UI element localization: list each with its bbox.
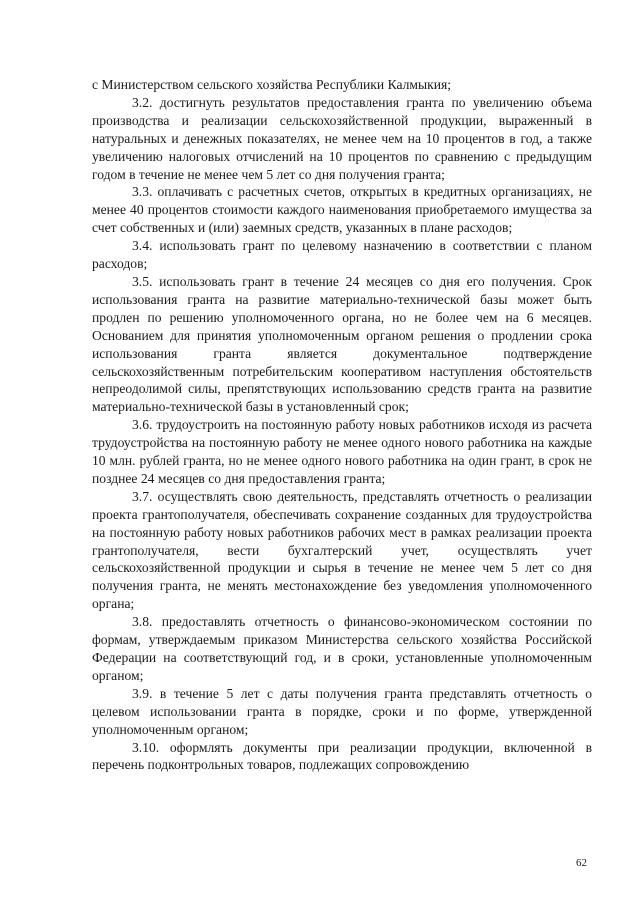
paragraph-3-4: 3.4. использовать грант по целевому назначению в соответствии с планом расходов; — [92, 238, 592, 272]
paragraph-3-8: 3.8. предоставлять отчетность о финансово-экономическом состоянии по формам, утверждаемым приказом Министерства сельского хозяйства Российской Федерации на соответствующий год, и в сроки, установленные уполномоченным органом; — [92, 614, 592, 683]
paragraph-3-9: 3.9. в течение 5 лет с даты получения гранта представлять отчетность о целевом использовании гранта в порядке, сроки и по форме, утвержденной уполномоченным органом; — [92, 685, 592, 737]
paragraph-3-10: 3.10. оформлять документы при реализации продукции, включенной в перечень подконтрольных товаров, подлежащих сопровождению — [92, 739, 592, 773]
paragraph-3-7: 3.7. осуществлять свою деятельность, представлять отчетность о реализации проекта грантополучателя, обеспечивать сохранение созданных для трудоустройства на постоянную работу новых работников рабочих мест в рамках реализации проекта грантополучателя, вести бухгалтерский учет, осуществлять учет сельскохозяйственной продукции и сырья в течение не менее чем 5 лет со дня получения гранта, не менять местонахождение без уведомления уполномоченного органа; — [92, 488, 592, 612]
paragraph-3-2: 3.2. достигнуть результатов предоставления гранта по увеличению объема производства и реализации сельскохозяйственной продукции, выраженный в натуральных и денежных показателях, не менее чем на 10 процентов в год, а также увеличению налоговых отчислений на 10 процентов по сравнению с предыдущим годом в течение не менее чем 5 лет со дня получения гранта; — [92, 94, 592, 182]
paragraph-3-3: 3.3. оплачивать с расчетных счетов, открытых в кредитных организациях, не менее 40 процентов стоимости каждого наименования приобретаемого имущества за счет собственных и (или) заемных средств, указанных в плане расходов; — [92, 184, 592, 236]
page-number: 62 — [576, 857, 587, 869]
body-text — [92, 76, 592, 774]
paragraph-3-6: 3.6. трудоустроить на постоянную работу новых работников исходя из расчета трудоустройства на постоянную работу не менее одного нового работника на каждые 10 млн. рублей гранта, но не менее одного нового работника на один грант, в срок не позднее 24 месяцев со дня предоставления гранта; — [92, 417, 592, 486]
paragraph-3-5: 3.5. использовать грант в течение 24 месяцев со дня его получения. Срок использования гранта на развитие материально-технической базы может быть продлен по решению уполномоченного органа, но не более чем на 6 месяцев. Основанием для принятия уполномоченным органом решения о продлении срока использования гранта является документальное подтверждение сельскохозяйственным потребительским кооперативом наступления обстоятельств непреодолимой силы, препятствующих использованию средств гранта на развитие материально-технической базы в установленный срок; — [92, 273, 592, 415]
paragraph-continuation: с Министерством сельского хозяйства Республики Калмыкия; — [92, 77, 452, 92]
